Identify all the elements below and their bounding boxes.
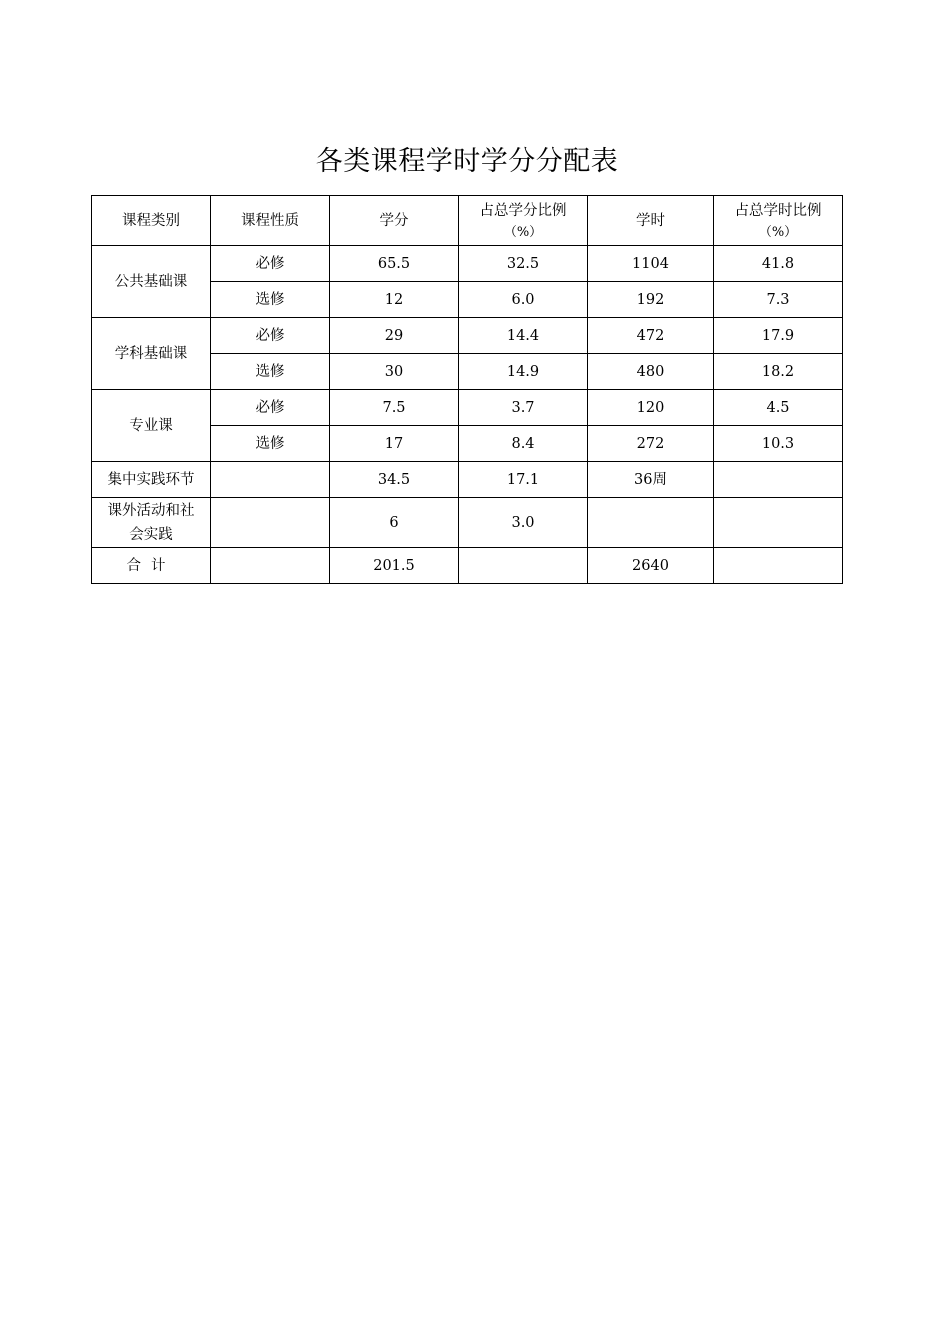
header-credit-ratio [459,196,588,246]
credit-ratio-cell: 8.4 [459,426,588,462]
nature-cell: 必修 [211,318,330,354]
table-row-practice [92,462,843,498]
hour-ratio-cell: 41.8 [714,246,843,282]
nature-cell: 必修 [211,246,330,282]
nature-cell: 选修 [211,282,330,318]
hour-ratio-cell [714,498,843,548]
table-row-total [92,548,843,584]
table-row [92,246,843,282]
hour-ratio-cell: 18.2 [714,354,843,390]
hours-cell: 120 [588,390,714,426]
hours-cell [588,498,714,548]
credits-cell: 65.5 [330,246,459,282]
nature-cell [211,548,330,584]
hour-ratio-cell: 17.9 [714,318,843,354]
credits-cell: 201.5 [330,548,459,584]
hour-ratio-cell [714,548,843,584]
credit-ratio-cell [459,548,588,584]
credit-ratio-cell: 3.7 [459,390,588,426]
hours-cell: 36周 [588,462,714,498]
hours-cell: 272 [588,426,714,462]
table-row-activities [92,498,843,548]
category-cell: 专业课 [92,390,211,462]
hours-cell: 1104 [588,246,714,282]
credit-ratio-cell: 14.4 [459,318,588,354]
credit-ratio-cell: 3.0 [459,498,588,548]
page-title: 各类课程学时学分分配表 [315,146,619,177]
hour-ratio-cell: 10.3 [714,426,843,462]
hour-ratio-cell: 7.3 [714,282,843,318]
header-category: 课程类别 [92,196,211,246]
header-hour-ratio-label: 占总学时比例 [734,202,822,219]
hours-cell: 472 [588,318,714,354]
nature-cell: 选修 [211,426,330,462]
hour-ratio-cell: 4.5 [714,390,843,426]
header-credit-ratio-unit: （%） [503,224,543,240]
credit-ratio-cell: 17.1 [459,462,588,498]
category-line-1: 课外活动和社 [107,502,195,519]
header-credit-ratio-label: 占总学分比例 [479,202,567,219]
nature-cell [211,498,330,548]
header-nature: 课程性质 [211,196,330,246]
credits-cell: 7.5 [330,390,459,426]
header-hour-ratio-unit: （%） [758,224,798,240]
table-row [92,390,843,426]
credits-cell: 34.5 [330,462,459,498]
table-header-row [92,196,843,246]
credits-cell: 29 [330,318,459,354]
header-credits: 学分 [330,196,459,246]
credits-cell: 17 [330,426,459,462]
hours-cell: 480 [588,354,714,390]
nature-cell [211,462,330,498]
credit-ratio-cell: 32.5 [459,246,588,282]
header-hour-ratio [714,196,843,246]
hours-cell: 192 [588,282,714,318]
nature-cell: 必修 [211,390,330,426]
category-cell: 学科基础课 [92,318,211,390]
total-label-cell: 合计 [92,548,211,584]
nature-cell: 选修 [211,354,330,390]
credits-cell: 30 [330,354,459,390]
credits-cell: 6 [330,498,459,548]
hours-cell: 2640 [588,548,714,584]
table-row [92,318,843,354]
category-cell [92,498,211,548]
category-cell: 公共基础课 [92,246,211,318]
credit-ratio-cell: 14.9 [459,354,588,390]
credit-hour-allocation-table [91,195,843,584]
credits-cell: 12 [330,282,459,318]
credit-ratio-cell: 6.0 [459,282,588,318]
header-hours: 学时 [588,196,714,246]
category-line-2: 会实践 [129,526,173,543]
hour-ratio-cell [714,462,843,498]
category-cell: 集中实践环节 [92,462,211,498]
